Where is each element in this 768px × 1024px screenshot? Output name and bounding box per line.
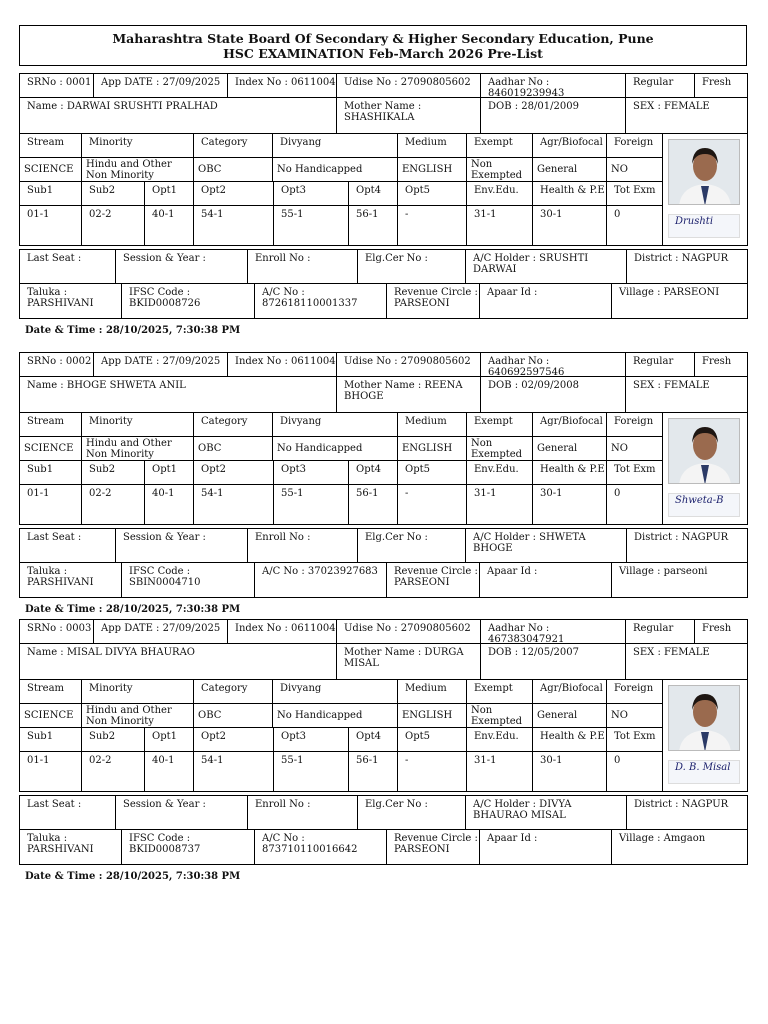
field-aadhar: Aadhar No : 846019239943 xyxy=(480,74,625,97)
field-health: 30-1 xyxy=(532,206,606,245)
field-dob: DOB : 12/05/2007 xyxy=(480,644,625,679)
label-stream: Stream xyxy=(27,137,65,148)
field-stream: SCIENCE xyxy=(24,443,74,454)
label-category: Category xyxy=(193,413,272,436)
label-totexm: Tot Exm xyxy=(606,728,663,751)
label-minority: Minority xyxy=(81,680,193,703)
student-photo xyxy=(668,139,740,205)
record-row xyxy=(19,352,748,377)
record-row xyxy=(19,484,663,525)
field-sex: SEX : FEMALE xyxy=(625,377,749,412)
field-revenue: Revenue Circle : PARSEONI xyxy=(386,563,479,597)
field-totexm: 0 xyxy=(606,206,663,245)
field-sub2: 02-2 xyxy=(81,206,144,245)
field-udise: Udise No : 27090805602 xyxy=(336,74,480,97)
label-minority: Minority xyxy=(81,413,193,436)
field-dob: DOB : 28/01/2009 xyxy=(480,98,625,133)
label-opt2: Opt2 xyxy=(193,728,273,751)
field-enroll: Enroll No : xyxy=(247,796,357,829)
field-env: 31-1 xyxy=(466,752,532,791)
field-srno: SRNo : 0003 xyxy=(27,623,92,634)
field-sub2: 02-2 xyxy=(81,485,144,524)
label-opt3: Opt3 xyxy=(273,728,348,751)
field-index-no: Index No : 0611004 xyxy=(227,74,336,97)
field-district: District : NAGPUR xyxy=(626,796,749,829)
field-totexm: 0 xyxy=(606,752,663,791)
field-exempt: Non Exempted xyxy=(466,437,532,460)
label-category: Category xyxy=(193,134,272,157)
field-opt4: 56-1 xyxy=(348,485,397,524)
field-elg: Elg.Cer No : xyxy=(357,796,465,829)
field-aadhar: Aadhar No : 640692597546 xyxy=(480,353,625,376)
student-signature xyxy=(668,493,740,517)
label-foreign: Foreign xyxy=(606,680,663,703)
photo-panel xyxy=(662,679,748,792)
field-enroll: Enroll No : xyxy=(247,529,357,562)
field-agr: General xyxy=(532,704,606,727)
field-medium: ENGLISH xyxy=(397,704,466,727)
label-health: Health & P.E xyxy=(532,182,606,205)
field-stream: SCIENCE xyxy=(24,164,74,175)
field-district: District : NAGPUR xyxy=(626,250,749,283)
field-totexm: 0 xyxy=(606,485,663,524)
board-header xyxy=(19,25,747,66)
field-health: 30-1 xyxy=(532,485,606,524)
label-opt1: Opt1 xyxy=(144,182,193,205)
label-category: Category xyxy=(193,680,272,703)
label-medium: Medium xyxy=(397,413,466,436)
field-taluka: Taluka : PARSHIVANI xyxy=(27,833,94,855)
field-foreign: NO xyxy=(606,704,663,727)
field-env: 31-1 xyxy=(466,206,532,245)
label-sub2: Sub2 xyxy=(81,182,144,205)
record-row xyxy=(19,412,663,437)
field-app-date: App DATE : 27/09/2025 xyxy=(93,620,227,643)
field-sub1: 01-1 xyxy=(27,755,50,766)
record-row xyxy=(19,157,663,182)
label-stream: Stream xyxy=(27,416,65,427)
field-minority: Hindu and Other Non Minority xyxy=(81,704,193,727)
label-opt5: Opt5 xyxy=(397,461,466,484)
record-row xyxy=(19,181,663,206)
record-row xyxy=(19,643,748,680)
label-stream: Stream xyxy=(27,683,65,694)
label-opt4: Opt4 xyxy=(348,728,397,751)
label-opt5: Opt5 xyxy=(397,728,466,751)
field-regular: Regular xyxy=(625,74,694,97)
field-exempt: Non Exempted xyxy=(466,704,532,727)
field-village: Village : Amgaon xyxy=(611,830,749,864)
field-name: Name : BHOGE SHWETA ANIL xyxy=(27,380,186,391)
record-row xyxy=(19,249,748,284)
field-app-date: App DATE : 27/09/2025 xyxy=(93,74,227,97)
record-datetime: Date & Time : 28/10/2025, 7:30:38 PM xyxy=(25,325,241,336)
label-agr: Agr/Biofocal xyxy=(532,134,606,157)
photo-panel xyxy=(662,412,748,525)
field-ifsc: IFSC Code : BKID0008726 xyxy=(121,284,254,318)
label-exempt: Exempt xyxy=(466,134,532,157)
field-enroll: Enroll No : xyxy=(247,250,357,283)
label-opt3: Opt3 xyxy=(273,182,348,205)
record-row xyxy=(19,703,663,728)
field-minority: Hindu and Other Non Minority xyxy=(81,437,193,460)
field-agr: General xyxy=(532,158,606,181)
field-agr: General xyxy=(532,437,606,460)
label-env: Env.Edu. xyxy=(466,182,532,205)
field-opt5: - xyxy=(397,485,466,524)
field-elg: Elg.Cer No : xyxy=(357,250,465,283)
record-row xyxy=(19,528,748,563)
field-session: Session & Year : xyxy=(115,250,247,283)
field-taluka: Taluka : PARSHIVANI xyxy=(27,287,94,309)
label-agr: Agr/Biofocal xyxy=(532,680,606,703)
label-medium: Medium xyxy=(397,134,466,157)
field-revenue: Revenue Circle : PARSEONI xyxy=(386,284,479,318)
exam-title: HSC EXAMINATION Feb-March 2026 Pre-List xyxy=(223,46,543,61)
field-index-no: Index No : 0611004 xyxy=(227,620,336,643)
field-medium: ENGLISH xyxy=(397,158,466,181)
record-row xyxy=(19,283,748,319)
field-name: Name : MISAL DIVYA BHAURAO xyxy=(27,647,196,658)
field-last-seat: Last Seat : xyxy=(27,253,82,264)
record-row xyxy=(19,619,748,644)
field-opt1: 40-1 xyxy=(144,206,193,245)
field-opt1: 40-1 xyxy=(144,485,193,524)
student-photo xyxy=(668,685,740,751)
field-fresh: Fresh xyxy=(694,74,749,97)
label-divyang: Divyang xyxy=(272,680,397,703)
field-aadhar: Aadhar No : 467383047921 xyxy=(480,620,625,643)
field-index-no: Index No : 0611004 xyxy=(227,353,336,376)
field-opt3: 55-1 xyxy=(273,485,348,524)
field-taluka: Taluka : PARSHIVANI xyxy=(27,566,94,588)
label-exempt: Exempt xyxy=(466,413,532,436)
label-exempt: Exempt xyxy=(466,680,532,703)
label-health: Health & P.E xyxy=(532,728,606,751)
field-village: Village : PARSEONI xyxy=(611,284,749,318)
field-opt4: 56-1 xyxy=(348,206,397,245)
label-sub2: Sub2 xyxy=(81,728,144,751)
field-opt3: 55-1 xyxy=(273,206,348,245)
record-row xyxy=(19,562,748,598)
field-opt5: - xyxy=(397,206,466,245)
record-row xyxy=(19,205,663,246)
record-datetime: Date & Time : 28/10/2025, 7:30:38 PM xyxy=(25,604,241,615)
field-opt1: 40-1 xyxy=(144,752,193,791)
field-district: District : NAGPUR xyxy=(626,529,749,562)
record-row xyxy=(19,751,663,792)
field-sub1: 01-1 xyxy=(27,488,50,499)
label-divyang: Divyang xyxy=(272,134,397,157)
label-sub1: Sub1 xyxy=(27,731,54,742)
field-ifsc: IFSC Code : SBIN0004710 xyxy=(121,563,254,597)
field-sex: SEX : FEMALE xyxy=(625,644,749,679)
field-last-seat: Last Seat : xyxy=(27,799,82,810)
field-opt2: 54-1 xyxy=(193,206,273,245)
record-row xyxy=(19,679,663,704)
photo-panel xyxy=(662,133,748,246)
field-ifsc: IFSC Code : BKID0008737 xyxy=(121,830,254,864)
student-photo xyxy=(668,418,740,484)
field-session: Session & Year : xyxy=(115,529,247,562)
person-photo-icon xyxy=(669,419,740,484)
field-udise: Udise No : 27090805602 xyxy=(336,353,480,376)
student-signature xyxy=(668,760,740,784)
field-stream: SCIENCE xyxy=(24,710,74,721)
record-row xyxy=(19,436,663,461)
field-opt2: 54-1 xyxy=(193,485,273,524)
signature-text: D. B. Misal xyxy=(675,762,731,773)
field-ac-no: A/C No : 37023927683 xyxy=(254,563,386,597)
field-ac-holder: A/C Holder : SRUSHTI DARWAI xyxy=(465,250,626,283)
person-photo-icon xyxy=(669,686,740,751)
field-srno: SRNo : 0002 xyxy=(27,356,92,367)
field-apaar: Apaar Id : xyxy=(479,563,611,597)
field-minority: Hindu and Other Non Minority xyxy=(81,158,193,181)
field-revenue: Revenue Circle : PARSEONI xyxy=(386,830,479,864)
record-row xyxy=(19,133,663,158)
field-opt4: 56-1 xyxy=(348,752,397,791)
field-category: OBC xyxy=(193,158,272,181)
label-health: Health & P.E xyxy=(532,461,606,484)
label-agr: Agr/Biofocal xyxy=(532,413,606,436)
label-foreign: Foreign xyxy=(606,134,663,157)
field-foreign: NO xyxy=(606,437,663,460)
label-sub2: Sub2 xyxy=(81,461,144,484)
label-sub1: Sub1 xyxy=(27,185,54,196)
signature-text: Shweta-B xyxy=(675,495,724,506)
field-ac-holder: A/C Holder : SHWETA BHOGE xyxy=(465,529,626,562)
board-title: Maharashtra State Board Of Secondary & Higher Secondary Education, Pune xyxy=(112,31,654,46)
field-regular: Regular xyxy=(625,353,694,376)
field-divyang: No Handicapped xyxy=(272,704,397,727)
label-env: Env.Edu. xyxy=(466,461,532,484)
label-opt3: Opt3 xyxy=(273,461,348,484)
student-signature xyxy=(668,214,740,238)
field-opt2: 54-1 xyxy=(193,752,273,791)
field-dob: DOB : 02/09/2008 xyxy=(480,377,625,412)
label-env: Env.Edu. xyxy=(466,728,532,751)
field-mother: Mother Name : DURGA MISAL xyxy=(336,644,480,679)
field-divyang: No Handicapped xyxy=(272,158,397,181)
field-session: Session & Year : xyxy=(115,796,247,829)
label-divyang: Divyang xyxy=(272,413,397,436)
signature-text: Drushti xyxy=(675,216,714,227)
field-elg: Elg.Cer No : xyxy=(357,529,465,562)
field-village: Village : parseoni xyxy=(611,563,749,597)
field-foreign: NO xyxy=(606,158,663,181)
field-category: OBC xyxy=(193,437,272,460)
field-divyang: No Handicapped xyxy=(272,437,397,460)
record-datetime: Date & Time : 28/10/2025, 7:30:38 PM xyxy=(25,871,241,882)
field-name: Name : DARWAI SRUSHTI PRALHAD xyxy=(27,101,218,112)
field-category: OBC xyxy=(193,704,272,727)
label-opt1: Opt1 xyxy=(144,728,193,751)
field-opt5: - xyxy=(397,752,466,791)
field-mother: Mother Name : REENA BHOGE xyxy=(336,377,480,412)
field-sub2: 02-2 xyxy=(81,752,144,791)
label-totexm: Tot Exm xyxy=(606,182,663,205)
record-row xyxy=(19,73,748,98)
field-opt3: 55-1 xyxy=(273,752,348,791)
label-opt2: Opt2 xyxy=(193,461,273,484)
label-opt2: Opt2 xyxy=(193,182,273,205)
record-row xyxy=(19,97,748,134)
field-ac-no: A/C No : 872618110001337 xyxy=(254,284,386,318)
field-mother: Mother Name : SHASHIKALA xyxy=(336,98,480,133)
field-apaar: Apaar Id : xyxy=(479,284,611,318)
field-regular: Regular xyxy=(625,620,694,643)
label-opt5: Opt5 xyxy=(397,182,466,205)
field-ac-holder: A/C Holder : DIVYA BHAURAO MISAL xyxy=(465,796,626,829)
label-opt1: Opt1 xyxy=(144,461,193,484)
field-medium: ENGLISH xyxy=(397,437,466,460)
record-row xyxy=(19,727,663,752)
label-sub1: Sub1 xyxy=(27,464,54,475)
record-row xyxy=(19,829,748,865)
label-minority: Minority xyxy=(81,134,193,157)
record-row xyxy=(19,460,663,485)
person-photo-icon xyxy=(669,140,740,205)
record-row xyxy=(19,376,748,413)
field-last-seat: Last Seat : xyxy=(27,532,82,543)
field-srno: SRNo : 0001 xyxy=(27,77,92,88)
label-foreign: Foreign xyxy=(606,413,663,436)
field-fresh: Fresh xyxy=(694,353,749,376)
field-sex: SEX : FEMALE xyxy=(625,98,749,133)
label-medium: Medium xyxy=(397,680,466,703)
label-opt4: Opt4 xyxy=(348,461,397,484)
field-exempt: Non Exempted xyxy=(466,158,532,181)
field-sub1: 01-1 xyxy=(27,209,50,220)
field-health: 30-1 xyxy=(532,752,606,791)
field-udise: Udise No : 27090805602 xyxy=(336,620,480,643)
field-app-date: App DATE : 27/09/2025 xyxy=(93,353,227,376)
field-ac-no: A/C No : 873710110016642 xyxy=(254,830,386,864)
label-opt4: Opt4 xyxy=(348,182,397,205)
label-totexm: Tot Exm xyxy=(606,461,663,484)
field-env: 31-1 xyxy=(466,485,532,524)
field-apaar: Apaar Id : xyxy=(479,830,611,864)
record-row xyxy=(19,795,748,830)
field-fresh: Fresh xyxy=(694,620,749,643)
